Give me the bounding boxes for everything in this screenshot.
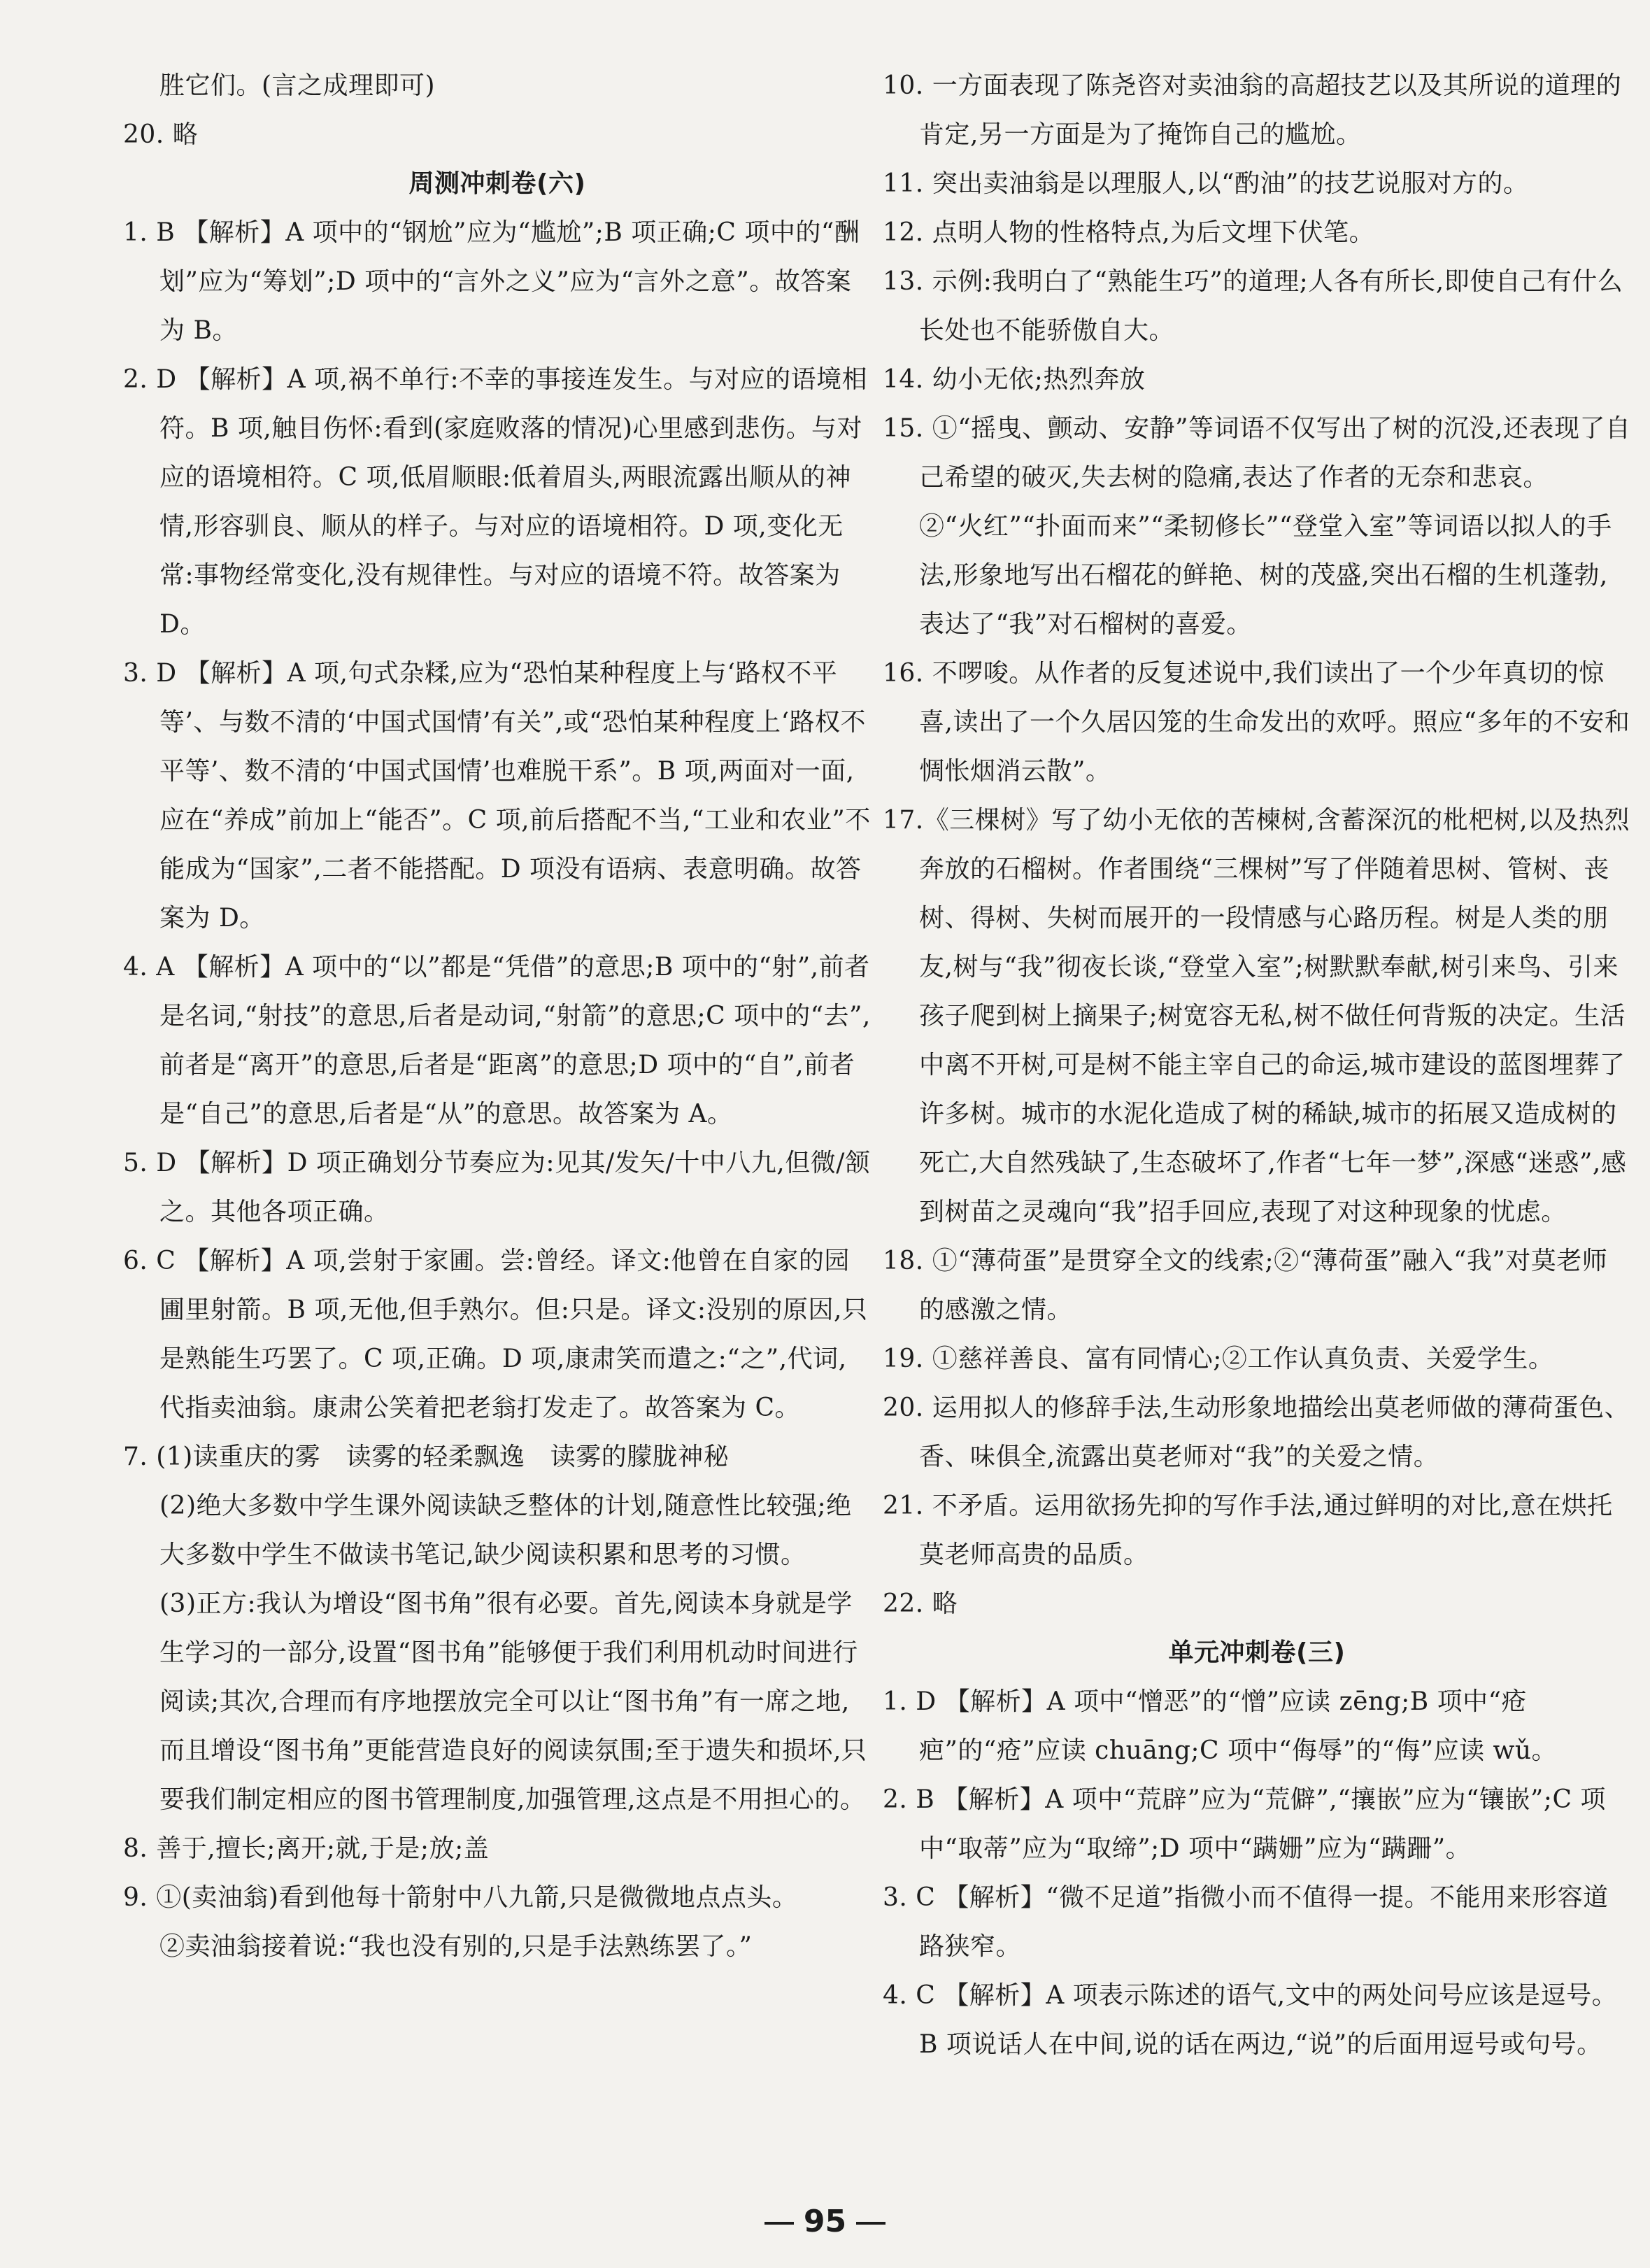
answer-item: 2. B 【解析】A 项中“荒辟”应为“荒僻”,“攘嵌”应为“镶嵌”;C 项中“取蒂”应为“取缔”;D 项中“蹒姗”应为“蹒跚”。 xyxy=(883,1785,1606,1863)
answer-item: 6. C 【解析】A 项,尝射于家圃。尝:曾经。译文:他曾在自家的园圃里射箭。B 项,无他,但手熟尔。但:只是。译文:没别的原因,只是熟能生巧罢了。C 项,正确。D 项,康肃笑而遣之:“之”,代词,代指卖油翁。康肃公笑着把老翁打发走了。故答案为 C。 xyxy=(123,1247,868,1422)
answer-item: 19. ①慈祥善良、富有同情心;②工作认真负责、关爱学生。 xyxy=(883,1345,1554,1373)
answer-item: 14. 幼小无依;热烈奔放 xyxy=(883,365,1146,394)
right-column xyxy=(883,62,1631,2069)
answer-item: 21. 不矛盾。运用欲扬先抑的写作手法,通过鲜明的对比,意在烘托莫老师高贵的品质。 xyxy=(883,1491,1613,1569)
answer-item: 2. D 【解析】A 项,祸不单行:不幸的事接连发生。与对应的语境相符。B 项,触目伤怀:看到(家庭败落的情况)心里感到悲伤。与对应的语境相符。C 项,低眉顺眼:低着眉头,两眼流露出顺从的神情,形容驯良、顺从的样子。与对应的语境相符。D 项,变化无常:事物经常变化,没有规律性。与对应的语境不符。故答案为 D。 xyxy=(123,365,868,639)
answer-item: 10. 一方面表现了陈尧咨对卖油翁的高超技艺以及其所说的道理的肯定,另一方面是为了掩饰自己的尴尬。 xyxy=(883,71,1622,149)
answer-item: 12. 点明人物的性格特点,为后文埋下伏笔。 xyxy=(883,218,1375,247)
section-title: 单元冲刺卷(三) xyxy=(1168,1638,1346,1667)
answer-item: 16. 不啰唆。从作者的反复述说中,我们读出了一个少年真切的惊喜,读出了一个久居囚笼的生命发出的欢呼。照应“多年的不安和惆怅烟消云散”。 xyxy=(883,659,1630,786)
answer-item: 20. 略 xyxy=(123,120,199,149)
answer-item: 18. ①“薄荷蛋”是贯穿全文的线索;②“薄荷蛋”融入“我”对莫老师的感激之情。 xyxy=(883,1247,1608,1324)
answer-item: 13. 示例:我明白了“熟能生巧”的道理;人各有所长,即使自己有什么长处也不能骄傲自大。 xyxy=(883,267,1623,345)
answer-item: 1. B 【解析】A 项中的“钢尬”应为“尴尬”;B 项正确;C 项中的“酬划”应为“筹划”;D 项中的“言外之义”应为“言外之意”。故答案为 B。 xyxy=(123,218,860,345)
answer-item: 11. 突出卖油翁是以理服人,以“酌油”的技艺说服对方的。 xyxy=(883,169,1529,198)
answer-item: 7. (1)读重庆的雾 读雾的轻柔飘逸 读雾的朦胧神秘 xyxy=(123,1443,730,1471)
footer-dash-right xyxy=(856,2222,886,2225)
left-column xyxy=(123,62,872,1971)
answer-item: 8. 善于,擅长;离开;就,于是;放;盖 xyxy=(123,1834,490,1863)
answer-subitem: B 项说话人在中间,说的话在两边,“说”的后面用逗号或句号。 xyxy=(919,2030,1602,2059)
answer-item: 17.《三棵树》写了幼小无依的苦楝树,含蓄深沉的枇杷树,以及热烈奔放的石榴树。作者围绕“三棵树”写了伴随着思树、管树、丧树、得树、失树而展开的一段情感与心路历程。树是人类的朋友,树与“我”彻夜长谈,“登堂入室”;树默默奉献,树引来鸟、引来孩子爬到树上摘果子;树宽容无私,树不做任何背叛的决定。生活中离不开树,可是树不能主宰自己的命运,城市建设的蓝图埋葬了许多树。城市的水泥化造成了树的稀缺,城市的拓展又造成树的死亡,大自然残缺了,生态破坏了,作者“七年一梦”,深感“迷惑”,感到树苗之灵魂向“我”招手回应,表现了对这种现象的忧虑。 xyxy=(883,806,1630,1226)
answer-item: 20. 运用拟人的修辞手法,生动形象地描绘出莫老师做的薄荷蛋色、香、味俱全,流露出莫老师对“我”的关爱之情。 xyxy=(883,1394,1630,1471)
answer-text: 胜它们。(言之成理即可) xyxy=(159,71,436,100)
answer-item: 15. ①“摇曳、颤动、安静”等词语不仅写出了树的沉没,还表现了自己希望的破灭,失去树的隐痛,表达了作者的无奈和悲哀。 xyxy=(883,414,1631,492)
answer-item: 3. D 【解析】A 项,句式杂糅,应为“恐怕某种程度上与‘路权不平等’、与数不清的‘中国式国情’有关”,或“恐怕某种程度上‘路权不平等’、数不清的‘中国式国情’也难脱干系”。B 项,两面对一面,应在“养成”前加上“能否”。C 项,前后搭配不当,“工业和农业”不能成为“国家”,二者不能搭配。D 项没有语病、表意明确。故答案为 D。 xyxy=(123,659,871,933)
page-number: 95 xyxy=(803,2204,847,2239)
answer-subitem: (3)正方:我认为增设“图书角”很有必要。首先,阅读本身就是学生学习的一部分,设置“图书角”能够便于我们利用机动时间进行阅读;其次,合理而有序地摆放完全可以让“图书角”有一席之地,而且增设“图书角”更能营造良好的阅读氛围;至于遗失和损坏,只要我们制定相应的图书管理制度,加强管理,这点是不用担心的。 xyxy=(159,1589,867,1814)
answer-item: 1. D 【解析】A 项中“憎恶”的“憎”应读 zēng;B 项中“疮疤”的“疮”应读 chuāng;C 项中“侮辱”的“侮”应读 wǔ。 xyxy=(883,1687,1558,1765)
answer-subitem: (2)绝大多数中学生课外阅读缺乏整体的计划,随意性比较强;绝大多数中学生不做读书笔记,缺少阅读积累和思考的习惯。 xyxy=(159,1491,852,1569)
answer-subitem: ②卖油翁接着说:“我也没有别的,只是手法熟练罢了。” xyxy=(159,1932,753,1961)
answer-subitem: ②“火红”“扑面而来”“柔韧修长”“登堂入室”等词语以拟人的手法,形象地写出石榴花的鲜艳、树的茂盛,突出石榴的生机蓬勃,表达了“我”对石榴树的喜爱。 xyxy=(919,512,1612,639)
answer-item: 22. 略 xyxy=(883,1589,958,1618)
page-footer xyxy=(0,2204,1650,2239)
section-title: 周测冲刺卷(六) xyxy=(408,169,586,198)
answer-item: 4. A 【解析】A 项中的“以”都是“凭借”的意思;B 项中的“射”,前者是名词,“射技”的意思,后者是动词,“射箭”的意思;C 项中的“去”,前者是“离开”的意思,后者是“距离”的意思;D 项中的“自”,前者是“自己”的意思,后者是“从”的意思。故答案为 A。 xyxy=(123,953,871,1128)
answer-item: 9. ①(卖油翁)看到他每十箭射中八九箭,只是微微地点点头。 xyxy=(123,1883,798,1912)
answer-item: 4. C 【解析】A 项表示陈述的语气,文中的两处问号应该是逗号。 xyxy=(883,1981,1618,2010)
answer-item: 5. D 【解析】D 项正确划分节奏应为:见其/发矢/十中八九,但微/颔之。其他各项正确。 xyxy=(123,1149,871,1226)
footer-dash-left xyxy=(764,2222,794,2225)
answer-item: 3. C 【解析】“微不足道”指微小而不值得一提。不能用来形容道路狭窄。 xyxy=(883,1883,1609,1961)
